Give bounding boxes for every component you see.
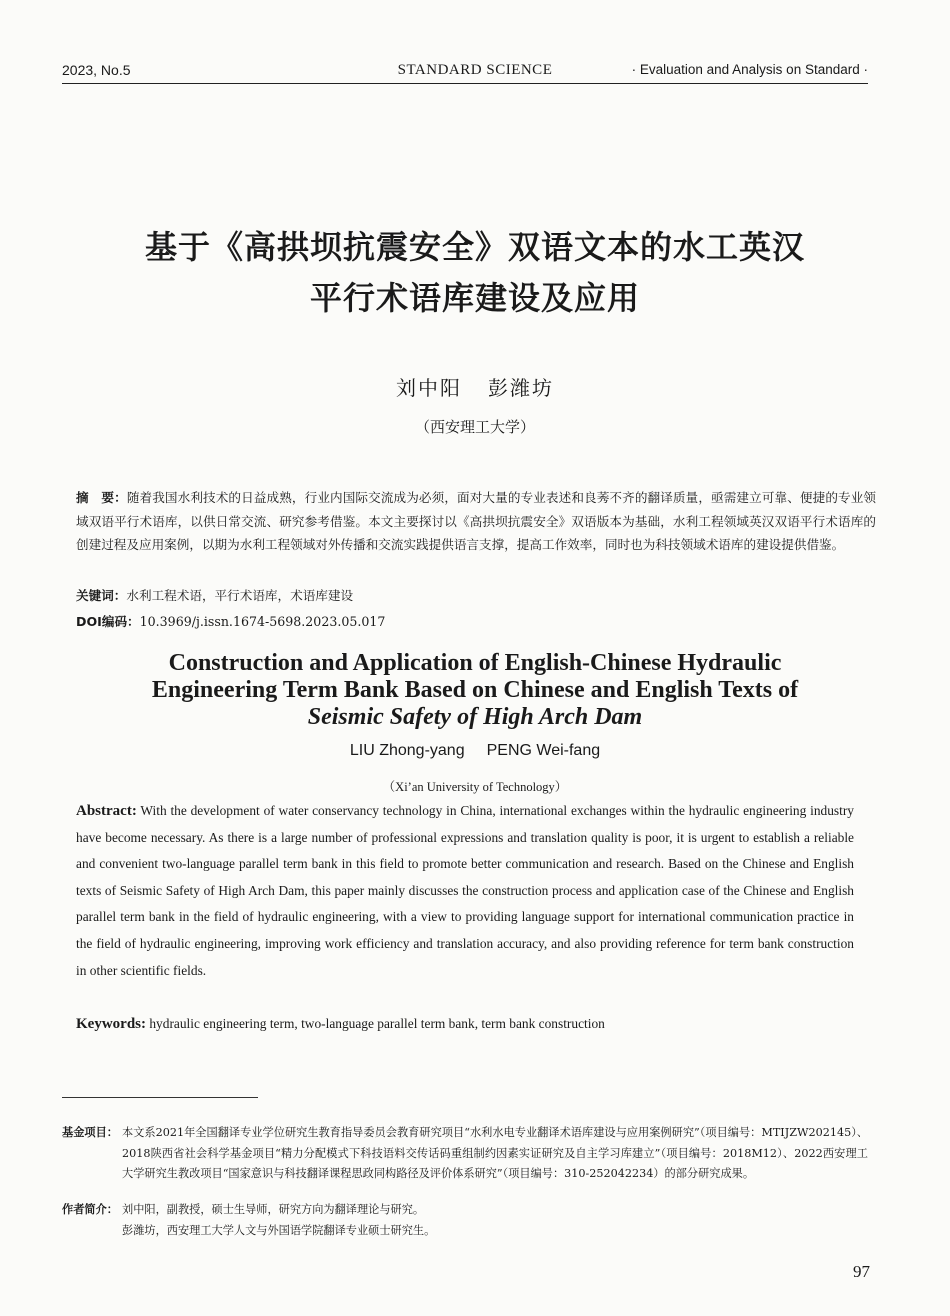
zh-affiliation: （西安理工大学）	[414, 418, 535, 436]
en-keywords-text: hydraulic engineering term, two-language parallel term bank, term bank construction	[149, 1016, 605, 1031]
issue-label: 2023, No.5	[62, 62, 131, 78]
journal-name: STANDARD SCIENCE	[397, 62, 553, 78]
section-name: · Evaluation and Analysis on Standard ·	[631, 62, 868, 77]
funding-label: 基金项目：	[62, 1126, 118, 1139]
en-keywords-label: Keywords:	[76, 1016, 146, 1032]
doi-text: 10.3969/j.issn.1674-5698.2023.05.017	[139, 614, 386, 629]
en-author-1: LIU Zhong-yang	[349, 742, 465, 759]
en-abstract-label: Abstract:	[76, 803, 137, 819]
zh-abstract-label: 摘 要：	[76, 490, 127, 505]
en-abstract	[76, 798, 854, 984]
author-bio-2: 彭潍坊，西安理工大学人文与外国语学院翻译专业硕士研究生。	[122, 1223, 436, 1237]
author-bio-1: 刘中阳，副教授，硕士生导师，研究方向为翻译理论与研究。	[122, 1203, 425, 1216]
author-footnote	[62, 1200, 868, 1241]
zh-keywords	[76, 584, 876, 607]
zh-abstract	[76, 486, 876, 557]
en-authors	[0, 742, 950, 760]
page-number: 97	[853, 1262, 870, 1281]
zh-author-2: 彭潍坊	[488, 376, 554, 400]
author-bio-label: 作者简介：	[62, 1203, 118, 1216]
en-affiliation: （Xi’an University of Technology）	[382, 780, 568, 794]
en-keywords	[76, 1012, 866, 1036]
en-author-2: PENG Wei-fang	[486, 742, 601, 759]
header-rule	[62, 83, 868, 84]
doi	[76, 610, 876, 633]
en-title	[0, 650, 950, 731]
zh-author-1: 刘中阳	[396, 376, 462, 400]
zh-title-line1: 基于《高拱坝抗震安全》双语文本的水工英汉	[144, 228, 805, 266]
funding-footnote	[62, 1123, 868, 1185]
zh-title-line2: 平行术语库建设及应用	[309, 279, 640, 317]
funding-text: 本文系2021年全国翻译专业学位研究生教育指导委员会教育研究项目“水利水电专业翻译术语库建设与应用案例研究”（项目编号：MTIJZW202145）、2018陕西省社会科学基金项目“精力分配模式下科技语料交传话码重组制约因素实证研究及自主学习库建立”（项目编号：2018M12）、2022西安理工大学研究生教改项目“国家意识与科技翻译课程思政同构路径及评价体系研究”（项目编号：310-252042234）的部分研究成果。	[122, 1126, 868, 1180]
zh-keywords-text: 水利工程术语，平行术语库，术语库建设	[126, 588, 354, 603]
en-abstract-text: With the development of water conservancy technology in China, international exchanges within the hydraulic engineering industry have become necessary. As there is a large number of professional expressions and translation quality is poor, it is urgent to establish a reliable and convenient two-language parallel term bank in this field to promote better communication and research. Based on the Chinese and English texts of Seismic Safety of High Arch Dam, this paper mainly discusses the construction process and application case of the Chinese and English parallel term bank in the field of hydraulic engineering, with a view to providing language support for international communication practice in the field of hydraulic engineering, improving work efficiency and translation accuracy, and also providing reference for term bank construction in other scientific fields.	[76, 803, 854, 978]
doi-label: DOI编码：	[76, 614, 140, 629]
en-title-line2: Engineering Term Bank Based on Chinese and English Texts of	[151, 677, 799, 703]
zh-title	[0, 222, 950, 324]
zh-abstract-text: 随着我国水利技术的日益成熟，行业内国际交流成为必须，面对大量的专业表述和良莠不齐的翻译质量，亟需建立可靠、便捷的专业领域双语平行术语库，以供日常交流、研究参考借鉴。本文主要探讨以《高拱坝抗震安全》双语版本为基础，水利工程领域英汉双语平行术语库的创建过程及应用案例，以期为水利工程领域对外传播和交流实践提供语言支撑，提高工作效率，同时也为科技领域术语库的建设提供借鉴。	[76, 490, 877, 552]
zh-authors	[0, 372, 950, 401]
footnote-rule	[62, 1097, 258, 1098]
en-title-line3: Seismic Safety of High Arch Dam	[307, 704, 643, 730]
en-title-line1: Construction and Application of English-Chinese Hydraulic	[168, 650, 782, 676]
zh-keywords-label: 关键词：	[76, 588, 127, 603]
